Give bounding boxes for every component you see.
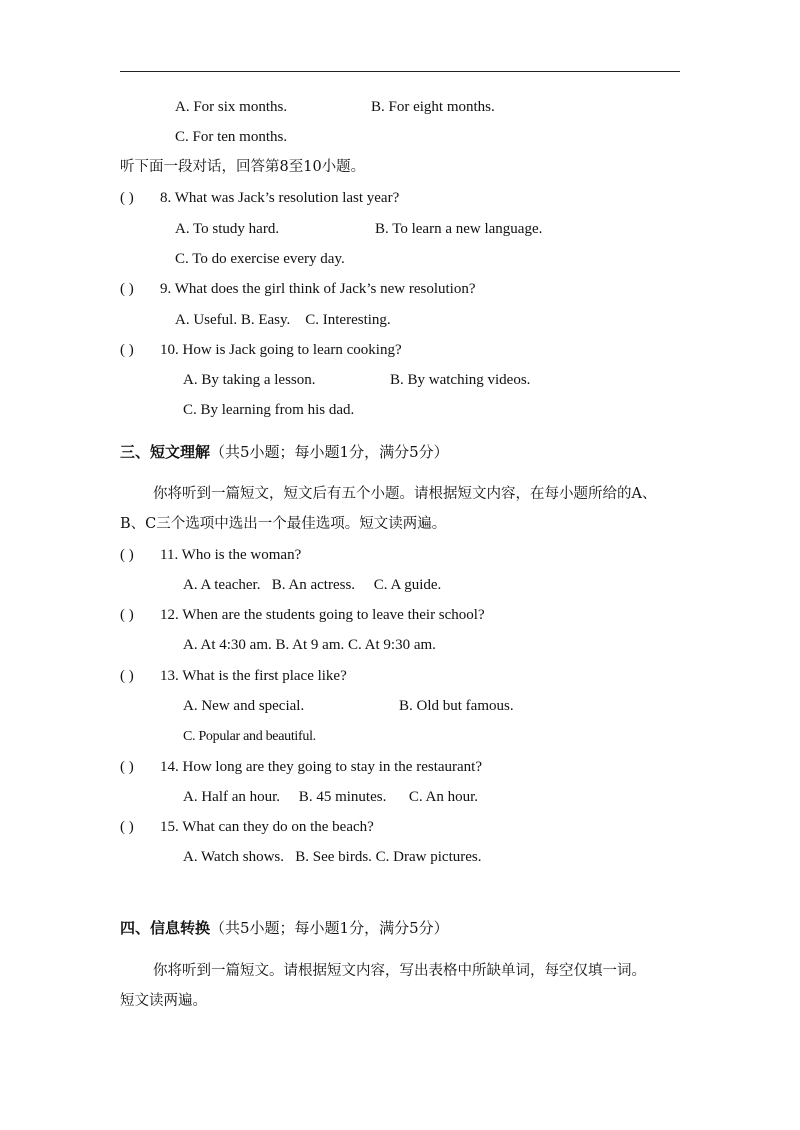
q7-option-a: A. For six months. <box>175 99 288 115</box>
question-8 <box>120 188 399 208</box>
answer-blank: ( ) <box>120 281 134 297</box>
question-stem: 14. How long are they going to stay in the restaurant? <box>160 759 483 775</box>
answer-blank: ( ) <box>120 607 134 623</box>
section-3-instruction-line-1: 你将听到一篇短文，短文后有五个小题。请根据短文内容，在每小题所给的A、 <box>153 486 657 502</box>
q10-option-b: B. By watching videos. <box>390 372 531 388</box>
question-11 <box>120 545 301 565</box>
question-stem: 12. When are the students going to leave their school? <box>160 607 485 623</box>
q7-option-c: C. For ten months. <box>175 129 288 145</box>
section-title: 三、短文理解 <box>120 443 211 461</box>
q13-option-c: C. Popular and beautiful. <box>183 729 316 744</box>
q8-option-b: B. To learn a new language. <box>375 221 543 237</box>
question-stem: 10. How is Jack going to learn cooking? <box>160 342 402 358</box>
question-stem: 11. Who is the woman? <box>160 547 302 563</box>
q8-option-a: A. To study hard. <box>175 221 280 237</box>
answer-blank: ( ) <box>120 547 134 563</box>
section-title: 四、信息转换 <box>120 919 211 937</box>
q10-option-c: C. By learning from his dad. <box>183 402 355 418</box>
section-3-instruction-line-2: B、C三个选项中选出一个最佳选项。短文读两遍。 <box>120 516 447 532</box>
q8-option-c: C. To do exercise every day. <box>175 251 345 267</box>
question-stem: 15. What can they do on the beach? <box>160 819 374 835</box>
q7-option-b: B. For eight months. <box>371 99 495 115</box>
question-13 <box>120 666 347 686</box>
q14-options: A. Half an hour. B. 45 minutes. C. An hour. <box>183 789 478 805</box>
q11-options: A. A teacher. B. An actress. C. A guide. <box>183 577 442 593</box>
section-note: （共5小题；每小题1分，满分5分） <box>210 919 449 937</box>
answer-blank: ( ) <box>120 819 134 835</box>
question-15 <box>120 817 374 837</box>
header-rule <box>120 71 680 72</box>
question-14 <box>120 757 482 777</box>
question-9 <box>120 279 476 299</box>
section-4-instruction-line-1: 你将听到一篇短文。请根据短文内容，写出表格中所缺单词，每空仅填一词。 <box>153 963 646 979</box>
answer-blank: ( ) <box>120 668 134 684</box>
q10-option-a: A. By taking a lesson. <box>183 372 316 388</box>
question-10 <box>120 340 402 360</box>
q9-options: A. Useful. B. Easy. C. Interesting. <box>175 312 391 328</box>
section-4-instruction-line-2: 短文读两遍。 <box>120 993 207 1009</box>
answer-blank: ( ) <box>120 342 134 358</box>
section-4-heading <box>120 918 449 938</box>
q15-options: A. Watch shows. B. See birds. C. Draw pictures. <box>183 849 482 865</box>
q12-options: A. At 4:30 am. B. At 9 am. C. At 9:30 am. <box>183 637 436 653</box>
question-stem: 8. What was Jack’s resolution last year? <box>160 190 400 206</box>
section-note: （共5小题；每小题1分，满分5分） <box>210 443 449 461</box>
question-12 <box>120 605 485 625</box>
q13-option-a: A. New and special. <box>183 698 305 714</box>
question-stem: 9. What does the girl think of Jack’s new resolution? <box>160 281 476 297</box>
question-stem: 13. What is the first place like? <box>160 668 347 684</box>
dialogue-instruction: 听下面一段对话，回答第8至10小题。 <box>120 159 366 175</box>
q13-option-b: B. Old but famous. <box>399 698 514 714</box>
section-3-heading <box>120 442 449 462</box>
answer-blank: ( ) <box>120 190 134 206</box>
answer-blank: ( ) <box>120 759 134 775</box>
